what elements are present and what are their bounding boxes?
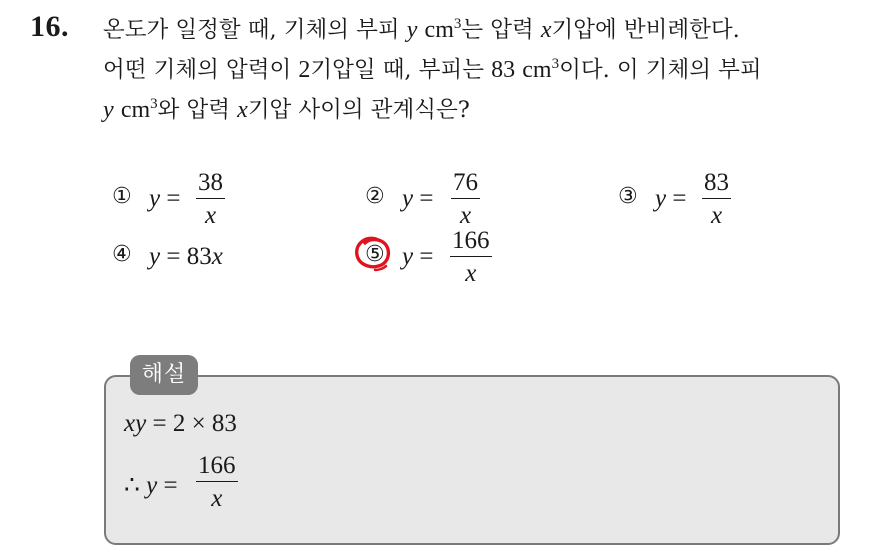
question-text: 기압 사이의 관계식은?	[247, 97, 470, 123]
solution-line-2	[124, 470, 178, 500]
choice-number: ②	[365, 184, 385, 209]
choice-lhs: y =	[402, 185, 434, 212]
answer-circle-mark	[352, 233, 396, 273]
question-line-2	[103, 58, 762, 82]
fraction-denominator: x	[204, 202, 217, 230]
unit-cm: cm	[522, 57, 552, 83]
question-text: 어떤 기체의 압력이	[103, 57, 299, 83]
variable-y: y	[103, 97, 114, 123]
fraction-numerator: 83	[704, 169, 729, 196]
unit-exponent: 3	[453, 16, 462, 32]
choice-number: ①	[112, 184, 132, 209]
variable-x: x	[124, 410, 136, 437]
solution-line-1	[124, 410, 237, 438]
fraction-numerator: 166	[198, 452, 236, 479]
choice-lhs: y =	[655, 185, 687, 212]
fraction-numerator: 76	[453, 169, 478, 196]
choice-1[interactable]	[112, 170, 252, 250]
choice-lhs: y =	[402, 243, 434, 270]
question-number: 16.	[30, 10, 69, 43]
question-text: 온도가 일정할 때, 기체의 부피	[103, 17, 407, 43]
solution-fraction	[196, 453, 238, 511]
fraction-denominator: x	[465, 260, 477, 288]
unit-cm: cm	[424, 17, 454, 43]
fraction-denominator: x	[211, 485, 223, 513]
variable-y: y	[406, 17, 418, 43]
choice-3[interactable]	[618, 170, 758, 250]
solution-expression: = 2 × 83	[146, 410, 237, 437]
fraction-denominator: x	[459, 202, 472, 230]
choice-number: ③	[618, 184, 638, 209]
question-line-1	[103, 18, 740, 42]
fraction-numerator: 166	[452, 227, 490, 254]
pressure-value: 2	[298, 57, 311, 83]
question-text: 기압에 반비례한다.	[551, 17, 740, 43]
question-text: 는 압력	[461, 17, 541, 43]
question-text: 기압일 때, 부피는	[310, 57, 492, 83]
choice-fraction	[702, 170, 731, 228]
unit-cm: cm	[120, 97, 151, 123]
question-line-3	[103, 98, 470, 122]
fraction-denominator: x	[710, 202, 723, 230]
question-text: 와 압력	[157, 97, 238, 123]
volume-value: 83	[491, 57, 516, 83]
unit-exponent: 3	[150, 96, 158, 112]
question-text: 이다. 이 기체의 부피	[559, 57, 762, 83]
equals-sign: =	[157, 472, 178, 499]
choice-number: ④	[112, 242, 132, 267]
variable-x: x	[237, 97, 248, 123]
choice-expression: y = 83x	[149, 243, 223, 270]
choice-number: ⑤	[365, 242, 385, 267]
variable-y: y	[146, 472, 158, 499]
variable-y: y	[135, 410, 147, 437]
unit-exponent: 3	[551, 56, 560, 72]
therefore-symbol: ∴	[124, 472, 147, 499]
choice-fraction	[196, 170, 225, 228]
choice-lhs: y =	[149, 185, 181, 212]
solution-tag: 해설	[130, 355, 198, 395]
choice-fraction	[451, 170, 480, 228]
variable-x: x	[540, 17, 552, 43]
choice-4[interactable]	[112, 240, 272, 274]
fraction-numerator: 38	[198, 169, 223, 196]
choice-fraction	[450, 228, 492, 286]
